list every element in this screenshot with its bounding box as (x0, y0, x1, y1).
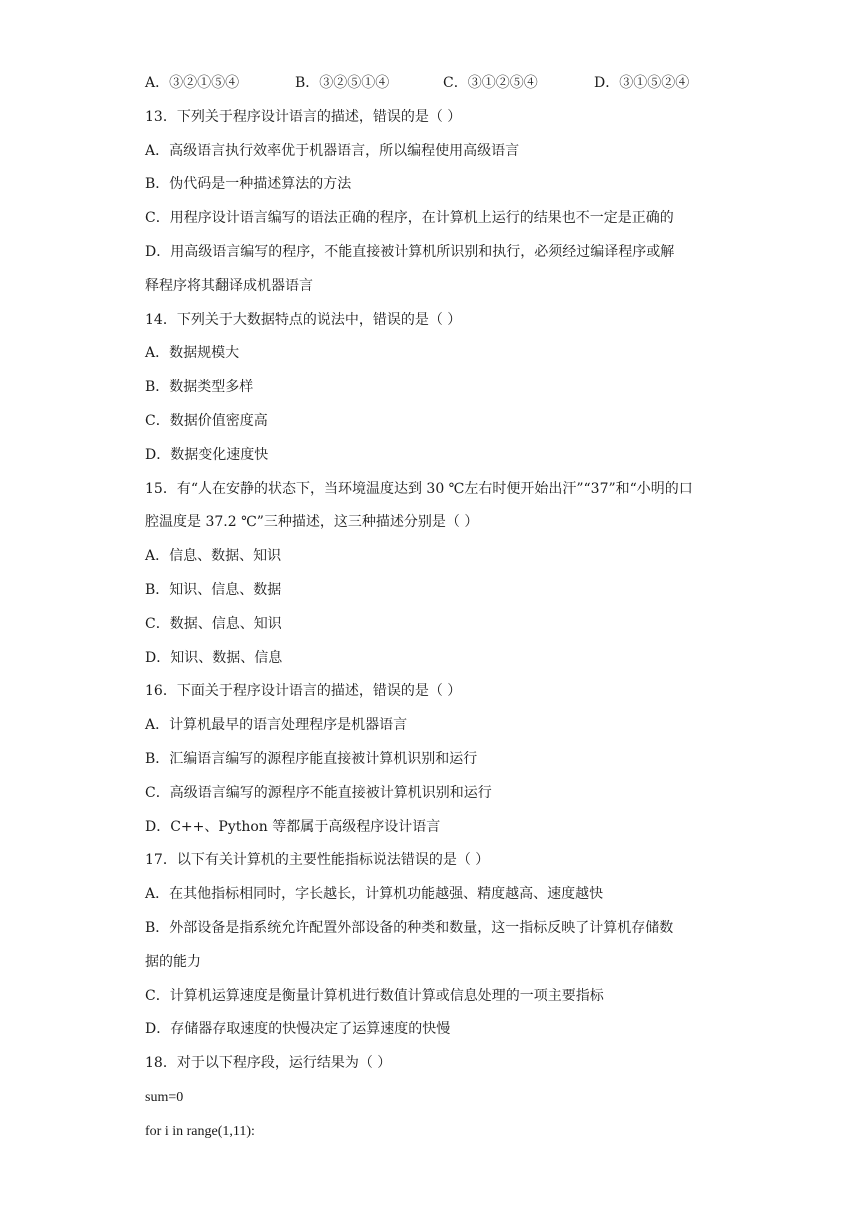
q18-code-line1: sum=0 (145, 1089, 184, 1105)
q12-options (145, 67, 720, 101)
q13-option-c: C．用程序设计语言编写的语法正确的程序，在计算机上运行的结果也不一定是正确的 (145, 210, 674, 227)
q12-option-c: C．③①②⑤④ (443, 75, 538, 91)
q14-option-d: D．数据变化速度快 (145, 446, 269, 463)
q16-option-c: C．高级语言编写的源程序不能直接被计算机识别和运行 (145, 784, 492, 801)
q13-option-d-line2: 释程序将其翻译成机器语言 (145, 277, 313, 294)
q16-option-d: D．C++、Python 等都属于高级程序设计语言 (145, 818, 441, 835)
q15-stem-line2: 腔温度是 37.2 ℃”三种描述，这三种描述分别是（ ） (145, 514, 479, 531)
q16-stem: 16．下面关于程序设计语言的描述，错误的是（ ） (145, 683, 462, 700)
exam-page (145, 67, 720, 1149)
q14-option-b: B．数据类型多样 (145, 379, 254, 396)
q15-option-b: B．知识、信息、数据 (145, 581, 282, 598)
q12-option-d: D．③①⑤②④ (594, 75, 690, 91)
q13-stem: 13．下列关于程序设计语言的描述，错误的是（ ） (145, 108, 462, 125)
q17-stem: 17．以下有关计算机的主要性能指标说法错误的是（ ） (145, 852, 490, 869)
q12-option-a: A．③②①⑤④ (145, 75, 240, 91)
q13-option-a: A．高级语言执行效率优于机器语言，所以编程使用高级语言 (145, 142, 520, 159)
q18-code-line2: for i in range(1,11): (145, 1123, 255, 1139)
q14-option-a: A．数据规模大 (145, 345, 240, 362)
q12-option-b: B．③②⑤①④ (295, 75, 390, 91)
q15-stem-line1: 15．有“人在安静的状态下，当环境温度达到 30 ℃左右时便开始出汗”“37”和“小明的口 (145, 480, 693, 497)
q14-option-c: C．数据价值密度高 (145, 412, 268, 429)
q17-option-a: A．在其他指标相同时，字长越长，计算机功能越强、精度越高、速度越快 (145, 886, 604, 903)
q18-stem: 18．对于以下程序段，运行结果为（ ） (145, 1055, 392, 1072)
q16-option-b: B．汇编语言编写的源程序能直接被计算机识别和运行 (145, 750, 478, 767)
q13-option-b: B．伪代码是一种描述算法的方法 (145, 176, 352, 193)
q17-option-d: D．存储器存取速度的快慢决定了运算速度的快慢 (145, 1021, 451, 1038)
q17-option-b-line2: 据的能力 (145, 953, 201, 970)
q16-option-a: A．计算机最早的语言处理程序是机器语言 (145, 717, 408, 734)
q15-option-c: C．数据、信息、知识 (145, 615, 282, 632)
q17-option-c: C．计算机运算速度是衡量计算机进行数值计算或信息处理的一项主要指标 (145, 987, 604, 1004)
q15-option-d: D．知识、数据、信息 (145, 649, 283, 666)
q13-option-d-line1: D．用高级语言编写的程序，不能直接被计算机所识别和执行，必须经过编译程序或解 (145, 243, 675, 260)
q17-option-b-line1: B．外部设备是指系统允许配置外部设备的种类和数量，这一指标反映了计算机存储数 (145, 919, 674, 936)
q15-option-a: A．信息、数据、知识 (145, 548, 282, 565)
q14-stem: 14．下列关于大数据特点的说法中，错误的是（ ） (145, 311, 462, 328)
